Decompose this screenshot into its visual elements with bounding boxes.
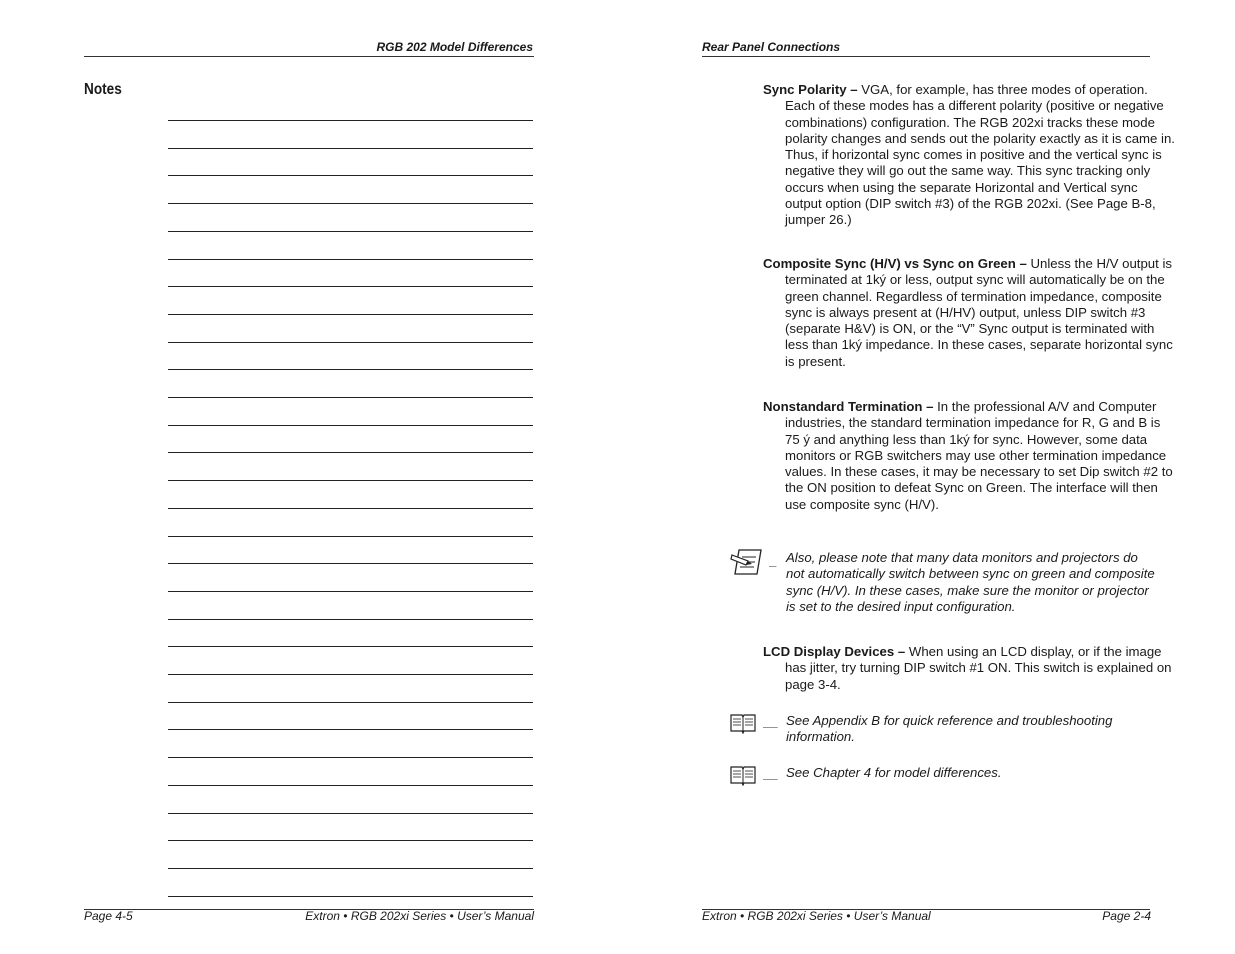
note-line [168,563,533,564]
note-line [168,480,533,481]
note-line [168,148,533,149]
left-page [0,0,617,954]
note-line [168,231,533,232]
header-rule-left [84,56,534,57]
manual-title-right: Extron • RGB 202xi Series • User’s Manual [702,909,931,923]
note-line [168,314,533,315]
note-line [168,342,533,343]
entry-term: LCD Display Devices – [763,644,906,659]
note-line [168,619,533,620]
header-rule-right [702,56,1150,57]
entry-composite-sync [763,256,1175,370]
note-line [168,259,533,260]
note-line [168,840,533,841]
note-dash: __ [764,766,779,781]
page-number-right: Page 2-4 [1102,909,1151,923]
note-line [168,896,533,897]
note-line [168,674,533,675]
note-line [168,729,533,730]
entry-lcd-display [763,644,1175,693]
note-line [168,785,533,786]
note-appendix-b: See Appendix B for quick reference and troubleshooting information. [786,713,1113,745]
entry-text: VGA, for example, has three modes of operation. Each of these modes has a different polarity (positive or negative combinations) configuration. The RGB 202xi tracks these mode polarity changes and sends out the polarity exactly as it is came in. Thus, if horizontal sync comes in positive and the vertical sync is negative they will go out the same way. This sync tracking only occurs when using the separate Horizontal and Vertical sync output option (DIP switch #3) of the RGB 202xi. (See Page B-8, jumper 26.) [785,82,1175,228]
entry-text: In the professional A/V and Computer industries, the standard termination impedance for R, G and B is 75 ý and anything less than 1ký for sync. However, some data monitors or RGB switchers may use other termination impedance values. In these cases, it may be necessary to set Dip switch #2 to the ON position to defeat Sync on Green. The interface will then use composite sync (H/V). [785,399,1173,512]
entry-sync-polarity [763,82,1175,229]
right-page [617,0,1235,954]
note-line [168,757,533,758]
manual-title-left: Extron • RGB 202xi Series • User’s Manual [305,909,534,923]
note-line [168,813,533,814]
book-icon [729,712,757,734]
entry-term: Nonstandard Termination – [763,399,934,414]
note-line [168,175,533,176]
note-line [168,868,533,869]
note-sync-switching: Also, please note that many data monitors and projectors do not automatically switch between sync on green and composite sync (H/V). In these cases, make sure the monitor or projector is set to the desired input configuration. [786,550,1155,614]
note-line [168,536,533,537]
entry-text: When using an LCD display, or if the image has jitter, try turning DIP switch #1 ON. This switch is explained on page 3-4. [785,644,1172,692]
running-head-left: RGB 202 Model Differences [376,40,533,54]
note-line [168,425,533,426]
note-line [168,203,533,204]
note-dash: _ [770,553,778,568]
notes-title: Notes [84,81,122,98]
entry-nonstandard-termination [763,399,1175,513]
note-dash: __ [764,714,779,729]
note-line [168,369,533,370]
note-line [168,452,533,453]
book-icon [729,764,757,786]
note-chapter-4: See Chapter 4 for model differences. [786,765,1002,780]
note-pencil-icon [730,546,764,576]
note-line [168,397,533,398]
page-number-left: Page 4-5 [84,909,133,923]
note-line [168,286,533,287]
note-line [168,120,533,121]
entry-term: Composite Sync (H/V) vs Sync on Green – [763,256,1027,271]
note-line [168,646,533,647]
running-head-right: Rear Panel Connections [702,40,841,54]
entry-text: Unless the H/V output is terminated at 1ký or less, output sync will automatically be on the green channel. Regardless of termination impedance, composite sync is always present at (H/HV) output, unless DIP switch #3 (separate H&V) is ON, or the “V” Sync output is terminated with less than 1ký impedance. In these cases, separate horizontal sync is present. [785,256,1173,369]
note-line [168,508,533,509]
entry-term: Sync Polarity – [763,82,858,97]
note-line [168,591,533,592]
note-line [168,702,533,703]
